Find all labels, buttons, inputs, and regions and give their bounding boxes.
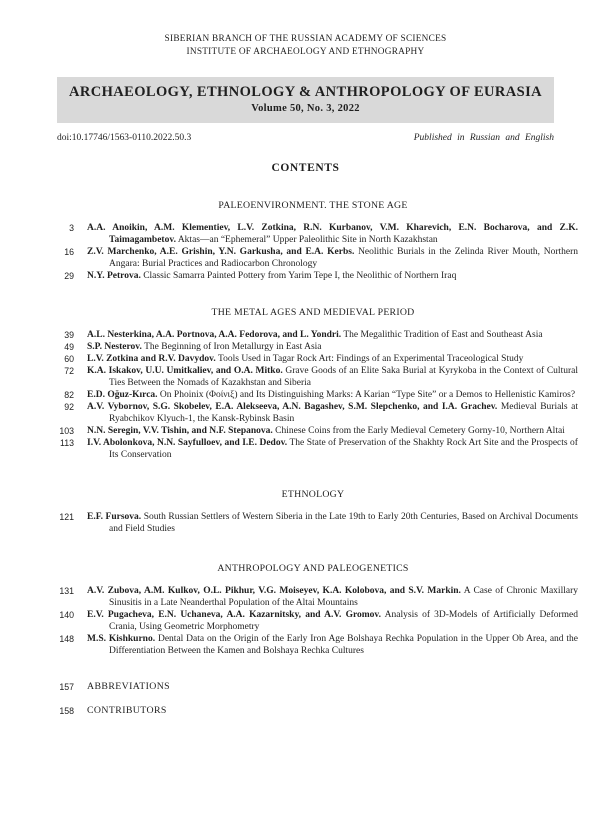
doi-row: [57, 132, 554, 144]
entry-page-number: 157: [59, 682, 74, 692]
entry-text: [87, 365, 578, 389]
toc-entry: [48, 633, 578, 657]
contents-heading: CONTENTS: [271, 162, 340, 174]
entry-page-number: 72: [64, 366, 74, 376]
entry-page-number: 140: [59, 610, 74, 620]
entry-title: The State of Preservation of the Shakhty Rock Art Site and the Prospects of Its Conservation: [109, 438, 578, 460]
entry-page-number: 39: [64, 330, 74, 340]
entry-text: [87, 585, 578, 609]
toc-entry: [48, 437, 578, 461]
entry-page-number: 148: [59, 634, 74, 644]
entry-title: South Russian Settlers of Western Siberia in the Late 19th to Early 20th Centuries, Based on Archival Documents and Field Studies: [109, 512, 578, 534]
toc-entry: [48, 511, 578, 535]
toc-section: [48, 489, 578, 535]
entry-title: On Phoinix (Φοίνιξ) and Its Distinguishing Marks: A Karian “Type Site” or a Demos to Hellenistic Kamiros?: [159, 390, 576, 400]
entry-title: Chinese Coins from the Early Medieval Cemetery Gorny-10, Northern Altai: [275, 426, 565, 436]
entry-authors: A.V. Zubova, A.M. Kulkov, O.L. Pikhur, V.G. Moiseyev, K.A. Kolobova, and S.V. Markin.: [87, 586, 461, 596]
entry-authors: A.L. Nesterkina, A.A. Portnova, A.A. Fedorova, and L. Yondri.: [87, 330, 342, 340]
entry-title: Classic Samarra Painted Pottery from Yarim Tepe I, the Neolithic of Northern Iraq: [143, 271, 457, 281]
toc-entry: [48, 585, 578, 609]
institute-name: INSTITUTE OF ARCHAEOLOGY AND ETHNOGRAPHY: [186, 46, 425, 57]
entry-page-number: 92: [64, 402, 74, 412]
entry-title: Dental Data on the Origin of the Early Iron Age Bolshaya Rechka Population in the Upper Ob Area, and the Differentiation Between the Kamen and Bolshaya Rechka Cultures: [109, 634, 579, 656]
toc-entry: [48, 609, 578, 633]
section-heading: ETHNOLOGY: [281, 489, 345, 500]
entry-page-number: 49: [64, 342, 74, 352]
entry-text: [87, 389, 578, 401]
toc-entry: [48, 389, 578, 401]
organization-name: SIBERIAN BRANCH OF THE RUSSIAN ACADEMY OF SCIENCES: [164, 34, 447, 44]
section-heading: ANTHROPOLOGY AND PALEOGENETICS: [217, 563, 409, 574]
entry-authors: A.V. Vybornov, S.G. Skobelev, E.A. Alekseeva, A.N. Bagashev, S.M. Slepchenko, and I.A. Grachev.: [87, 402, 498, 412]
entry-page-number: 60: [64, 354, 74, 364]
entry-authors: E.D. Oğuz-Kırca.: [87, 390, 158, 400]
toc-entry: [48, 681, 578, 693]
toc-entry: [48, 425, 578, 437]
entry-text: [87, 609, 578, 633]
toc-entry: [48, 353, 578, 365]
entry-authors: N.Y. Petrova.: [87, 271, 141, 281]
entry-authors: E.V. Pugacheva, E.N. Uchaneva, A.A. Kazarnitsky, and A.V. Gromov.: [87, 610, 382, 620]
entry-authors: M.S. Kishkurno.: [87, 634, 156, 644]
entry-text: [87, 329, 578, 341]
entry-text: [87, 511, 578, 535]
entry-title: The Beginning of Iron Metallurgy in East Asia: [144, 342, 322, 352]
section-heading: THE METAL AGES AND MEDIEVAL PERIOD: [211, 307, 415, 318]
toc-section: [48, 563, 578, 657]
entry-authors: I.V. Abolonkova, N.N. Sayfulloev, and I.E. Dedov.: [87, 438, 288, 448]
entry-authors: Z.V. Marchenko, A.E. Grishin, Y.N. Garkusha, and E.A. Kerbs.: [87, 247, 355, 257]
toc-entry: [48, 222, 578, 246]
entry-page-number: 158: [59, 706, 74, 716]
entry-page-number: 82: [64, 390, 74, 400]
organization-header: [33, 33, 578, 58]
entry-page-number: 3: [69, 223, 74, 233]
entry-text: [87, 437, 578, 461]
entry-title: Neolithic Burials in the Zelinda River Mouth, Northern Angara: Burial Practices and Radiocarbon Chronology: [109, 247, 579, 269]
entry-page-number: 16: [64, 247, 74, 257]
entry-title: The Megalithic Tradition of East and Southeast Asia: [343, 330, 543, 340]
entry-text: [87, 401, 578, 425]
entry-page-number: 121: [59, 512, 74, 522]
entry-text: [87, 270, 578, 282]
toc-section: [48, 200, 578, 282]
toc-entry: [48, 401, 578, 425]
entry-text: [87, 425, 578, 437]
entry-page-number: 29: [64, 271, 74, 281]
toc-entry: [48, 705, 578, 717]
entry-title: Aktas—an “Ephemeral” Upper Paleolithic Site in North Kazakhstan: [177, 235, 438, 245]
toc-entry: [48, 365, 578, 389]
entry-title: A Case of Chronic Maxillary Sinusitis in a Late Neanderthal Population of the Altai Mountains: [109, 586, 578, 608]
section-heading: PALEOENVIRONMENT. THE STONE AGE: [218, 200, 408, 211]
journal-title: ARCHAEOLOGY, ETHNOLOGY & ANTHROPOLOGY OF EURASIA: [68, 84, 543, 100]
toc-entry: [48, 246, 578, 270]
toc-section: [48, 307, 578, 461]
entry-text: [87, 246, 578, 270]
entry-title: Tools Used in Tagar Rock Art: Findings of an Experimental Traceological Study: [217, 354, 524, 364]
doi-text: doi:10.17746/1563-0110.2022.50.3: [57, 133, 192, 143]
backmatter-label: CONTRIBUTORS: [87, 705, 167, 716]
entry-page-number: 131: [59, 586, 74, 596]
entry-text: [87, 222, 578, 246]
entry-title: Medieval Burials at Ryabchikov Klyuch-1, the Kansk-Rybinsk Basin: [109, 402, 578, 424]
entry-title: Analysis of 3D-Models of Artificially Deformed Crania, Using Geometric Morphometry: [109, 610, 579, 632]
entry-authors: S.P. Nesterov.: [87, 342, 142, 352]
toc-entry: [48, 270, 578, 282]
entry-authors: N.N. Seregin, V.V. Tishin, and N.F. Stepanova.: [87, 426, 273, 436]
entry-page-number: 103: [59, 426, 74, 436]
entry-text: [87, 341, 578, 353]
entry-authors: A.A. Anoikin, A.M. Klementiev, L.V. Zotkina, R.N. Kurbanov, V.M. Kharevich, E.N. Bocharova, and Z.K. Taimagambetov.: [87, 223, 578, 245]
toc-entry: [48, 329, 578, 341]
toc-backmatter: [48, 681, 578, 717]
entry-text: [87, 353, 578, 365]
table-of-contents: [33, 200, 578, 717]
entry-authors: K.A. Iskakov, U.U. Umitkaliev, and O.A. Mitko.: [87, 366, 283, 376]
volume-issue: Volume 50, No. 3, 2022: [251, 103, 360, 114]
entry-text: [87, 633, 578, 657]
entry-page-number: 113: [59, 438, 74, 448]
journal-masthead: [57, 77, 554, 123]
entry-title: Grave Goods of an Elite Saka Burial at Kyrykoba in the Context of Cultural Ties Between the Nomads of Kazakhstan and Siberia: [109, 366, 578, 388]
entry-authors: L.V. Zotkina and R.V. Davydov.: [87, 354, 216, 364]
entry-authors: E.F. Fursova.: [87, 512, 142, 522]
toc-entry: [48, 341, 578, 353]
publication-language-note: Published in Russian and English: [413, 133, 554, 143]
backmatter-label: ABBREVIATIONS: [87, 681, 171, 692]
